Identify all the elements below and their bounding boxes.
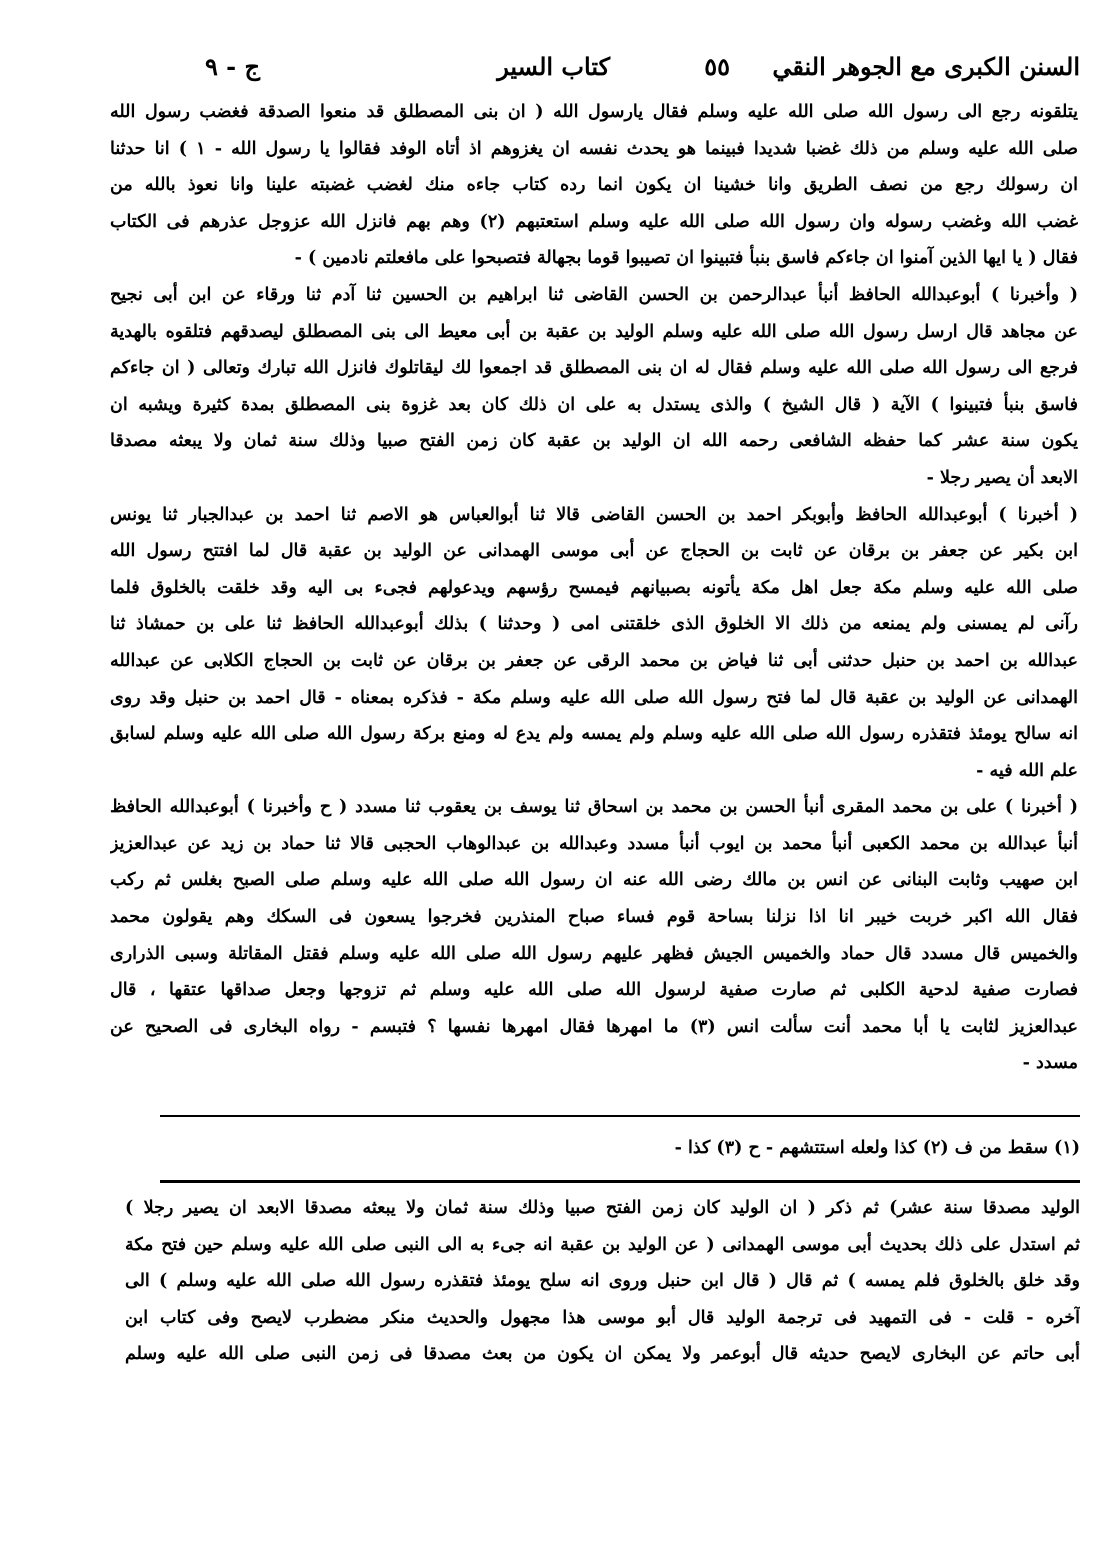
text-line: ( وأخبرنا ) أبوعبدالله الحافظ أنبأ عبدالرحمن بن الحسن القاضى ثنا ابراهيم بن الحسين ثنا آدم ثنا ورقاء عن ابن أبى نجيح <box>110 284 1078 305</box>
text-line: انه سالح يومئذ فتقذره رسول الله صلى الله عليه وسلم ولم يمسه ولم يدع له ومنع بركة رسول الله صلى الله عليه وسلم لسابق <box>110 724 1078 745</box>
text-line: عبدالله بن احمد بن حنبل حدثنى أبى ثنا فياض بن محمد الرقى عن جعفر بن برقان عن ثابت بن الحجاج الكلابى عن عبدالله <box>110 650 1078 671</box>
text-line: يتلقونه رجع الى رسول الله صلى الله عليه وسلم فقال يارسول الله ( ان بنى المصطلق قد منعوا الصدقة فغضب رسول الله <box>110 102 1078 122</box>
text-line: فرجع الى رسول الله صلى الله عليه وسلم فقال له ان بنى المصطلق قد اجمعوا لك ليقاتلوك فانزل الله تبارك وتعالى ( ان جاءكم <box>110 358 1078 379</box>
text-line: والخميس قال مسدد قال حماد والخميس الجيش فظهر عليهم رسول الله صلى الله عليه وسلم فقتل المقاتلة وسبى الذرارى <box>110 943 1078 964</box>
text-line: الوليد مصدقا سنة عشر) ثم ذكر ( ان الوليد كان زمن الفتح صبيا وذلك سنة ثمان ولا يبعثه مصدقا الابعد ان يصير رجلا ) <box>125 1198 1080 1218</box>
text-line: ان رسولك رجع من نصف الطريق وانا خشينا ان يكون انما رده كتاب جاءه منك لغضب غضبته علينا وانا نعوذ بالله من <box>110 175 1078 196</box>
volume-number: ج - ٩ <box>204 52 260 81</box>
text-line: أبى حاتم عن البخارى لايصح حديثه قال أبوعمر ولا يمكن ان يكون من بعث مصدقا فى زمن النبى صلى الله عليه وسلم <box>125 1344 1080 1365</box>
text-line: علم الله فيه - <box>976 760 1078 781</box>
text-line: وقد خلق بالخلوق فلم يمسه ) ثم قال ( قال ابن حنبل وروى انه سلح يومئذ فتقذره رسول الله صلى الله عليه وسلم ) الى <box>125 1271 1080 1292</box>
text-line: آخره - قلت - فى التمهيد فى ترجمة الوليد قال أبو موسى هذا مجهول والحديث منكر مضطرب لايصح وفى كتاب ابن <box>125 1307 1080 1328</box>
divider <box>160 1180 1080 1185</box>
text-line: مسدد - <box>1022 1053 1078 1074</box>
text-line: ( أخبرنا ) أبوعبدالله الحافظ وأبوبكر احمد بن الحسن القاضى قالا ثنا أبوالعباس هو الاصم ثنا احمد بن عبدالجبار ثنا يونس <box>110 504 1078 525</box>
running-header <box>160 52 1080 88</box>
text-line: الهمدانى عن الوليد بن عقبة قال لما فتح رسول الله صلى الله عليه وسلم مكة - فذكره بمعناه - قال احمد بن حنبل وقد روى <box>110 687 1078 708</box>
text-line: رآنى لم يمسنى ولم يمنعه من ذلك الا الخلوق الذى خلقتنى امى ( وحدثنا ) بذلك أبوعبدالله الحافظ ثنا على بن حمشاذ ثنا <box>110 614 1078 635</box>
text-line: أنبأ عبدالله بن محمد الكعبى أنبأ محمد بن ايوب أنبأ مسدد وعبدالله بن عبدالوهاب الحجبى قالا ثنا حماد بن زيد عن عبدالعزيز <box>110 833 1078 854</box>
text-line: عبدالعزيز لثابت يا أبا محمد أنت سألت انس (٣) ما امهرها فقال امهرها نفسها ؟ فتبسم - رواه البخارى فى الصحيح عن <box>110 1016 1078 1037</box>
chapter-title: كتاب السير <box>497 52 610 81</box>
text-line: فقال ( يا ايها الذين آمنوا ان جاءكم فاسق بنبأ فتبينوا ان تصيبوا قوما بجهالة فتصبحوا على مافعلتم نادمين ) - <box>294 248 1078 269</box>
text-line: عن مجاهد قال ارسل رسول الله صلى الله عليه وسلم الوليد بن عقبة بن أبى معيط الى بنى المصطلق ليصدقهم فتلقوه بالهدية <box>110 321 1078 342</box>
text-line: ثم استدل على ذلك بحديث أبى موسى الهمدانى ( عن الوليد بن عقبة انه جىء به الى النبى صلى الله عليه وسلم حين فتح مكة <box>125 1234 1080 1255</box>
text-line: ابن بكير عن جعفر بن برقان عن ثابت بن الحجاج عن أبى موسى الهمدانى عن الوليد بن عقبة قال لما افتتح رسول الله <box>110 541 1078 562</box>
text-line: يكون سنة عشر كما حفظه الشافعى رحمه الله ان الوليد بن عقبة كان زمن الفتح صبيا وذلك سنة ثمان ولا يبعثه مصدقا <box>110 431 1078 452</box>
text-line: فصارت صفية لدحية الكلبى ثم صارت صفية لرسول الله صلى الله عليه وسلم ثم تزوجها وجعل صداقها عتقها ، قال <box>110 980 1078 1001</box>
text-line: صلى الله عليه وسلم من ذلك غضبا شديدا فبينما هو يحدث نفسه ان يغزوهم اذ أتاه الوفد فقالوا يا رسول الله - ١ ) انا حدثنا <box>110 138 1078 159</box>
divider <box>160 1115 1080 1117</box>
book-title: السنن الكبرى مع الجوهر النقي <box>772 52 1080 81</box>
text-line: صلى الله عليه وسلم مكة جعل اهل مكة يأتونه بصبيانهم فيمسح رؤسهم ويدعولهم فجىء بى اليه وقد خلقت بالخلوق فلما <box>110 577 1078 598</box>
commentary-text <box>125 1190 1080 1373</box>
footnotes <box>160 1130 1080 1167</box>
text-line: فقال الله اكبر خربت خيبر انا اذا نزلنا بساحة قوم فساء صباح المنذرين فخرجوا يسعون فى السكك وهم يقولون محمد <box>110 907 1078 928</box>
text-line: ( أخبرنا ) على بن محمد المقرى أنبأ الحسن بن محمد بن اسحاق ثنا يوسف بن يعقوب ثنا مسدد ( ح وأخبرنا ) أبوعبدالله الحافظ <box>110 797 1078 818</box>
text-line: الابعد أن يصير رجلا - <box>926 467 1078 488</box>
text-line: ابن صهيب وثابت البنانى عن انس بن مالك رضى الله عنه ان رسول الله صلى الله عليه وسلم صلى الصبح بغلس ثم ركب <box>110 870 1078 891</box>
text-line: غضب الله وغضب رسوله وان رسول الله صلى الله عليه وسلم استعتبهم (٢) وهم بهم فانزل الله عزوجل عذرهم فى الكتاب <box>110 211 1078 232</box>
main-text <box>110 94 1078 1082</box>
text-line: فاسق بنبأ فتبينوا ) الآية ( قال الشيخ ) والذى يستدل به على ان ذلك كان بعد غزوة بنى المصطلق بمدة كثيرة ويشبه ان <box>110 394 1078 415</box>
footnote: (١) سقط من ف (٢) كذا ولعله استتشهم - ح (٣) كذا - <box>674 1138 1080 1158</box>
page-number: ٥٥ <box>704 52 730 81</box>
